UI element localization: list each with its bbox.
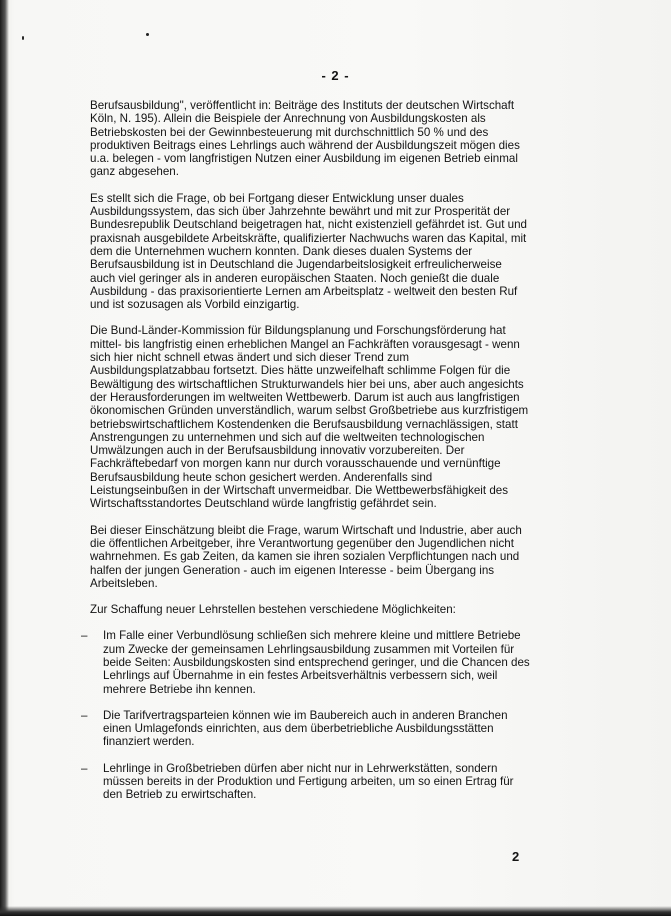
scan-speck (146, 33, 149, 36)
scan-speck (22, 36, 24, 40)
document-body (81, 99, 530, 815)
paragraph: Die Bund-Länder-Kommission für Bildungsplanung und Forschungsförderung hat mittel- bis langfristig einen erheblichen Mangel an Fachkräften vorausgesagt - wenn sich hier nicht schnell etwas ändert und sich dieser Trend zum Ausbildungsplatzabbau fortsetzt. Dies hätte unzweifelhaft schlimme Folgen für die Bewältigung des wirtschaftlichen Strukturwandels hier bei uns, aber auch angesichts der Herausforderungen im weltweiten Wettbewerb. Darum ist auch aus langfristigen ökonomischen Gründen unverständlich, warum selbst Großbetriebe aus kurzfristigem betriebswirtschaftlichem Kostendenken die Berufsausbildung vernachlässigen, statt Anstrengungen zu unternehmen und sich auf die weltweiten technologischen Umwälzungen auch in der Berufsausbildung innovativ vorzubereiten. Der Fachkräftebedarf von morgen kann nur durch vorausschauende und vernünftige Berufsausbildung heute schon gesichert werden. Anderenfalls sind Leistungseinbußen in der Wirtschaft unvermeidbar. Die Wettbewerbsfähigkeit des Wirtschaftsstandortes Deutschland würde langfristig gefährdet sein. (90, 324, 529, 511)
paragraph: Berufsausbildung", veröffentlicht in: Beiträge des Instituts der deutschen Wirtschaft Köln, N. 195). Allein die Beispiele der Anrechnung von Ausbildungskosten als Betriebskosten bei der Gewinnbesteuerung mit durchschnittlich 50 % und des produktiven Beitrags eines Lehrlings auch während der Ausbildungszeit mögen dies u.a. belegen - vom langfristigen Nutzen einer Ausbildung im eigenen Betrieb einmal ganz abgesehen. (90, 99, 520, 179)
page-header-label: - 2 - (321, 68, 350, 83)
list-item-text: Im Falle einer Verbundlösung schließen sich mehrere kleine und mittlere Betriebe zum Zwecke der gemeinsamen Lehrlingsausbildung zusammen mit Vorteilen für beide Seiten: Ausbildungskosten sind entsprechend geringer, und die Chancen des Lehrlings auf Übernahme in ein festes Arbeitsverhältnis verbessern sich, weil mehrere Betriebe ihn kennen. (103, 629, 530, 696)
scan-left-edge (0, 0, 9, 916)
dash-bullet: – (81, 708, 88, 722)
paragraph: Bei dieser Einschätzung bleibt die Frage, warum Wirtschaft und Industrie, aber auch die öffentlichen Arbeitgeber, ihre Verantwortung gegenüber den Jugendlichen nicht wahrnehmen. Es gab Zeiten, da kamen sie ihren sozialen Verpflichtungen nach und halfen der jungen Generation - auch im eigenen Interesse - beim Übergang ins Arbeitsleben. (90, 523, 522, 590)
list-item (81, 629, 530, 696)
paragraph: Es stellt sich die Frage, ob bei Fortgang dieser Entwicklung unser duales Ausbildungssystem, das sich über Jahrzehnte bewährt und mit zur Prosperität der Bundesrepublik Deutschland beigetragen hat, nicht existenziell gefährdet ist. Gut und praxisnah ausgebildete Arbeitskräfte, qualifizierter Nachwuchs waren das Kapital, mit dem die Unternehmen wuchern konnten. Dank dieses dualen Systems der Berufsausbildung ist in Deutschland die Jugendarbeitslosigkeit erfreulicherweise auch viel geringer als in anderen europäischen Staaten. Noch genießt die duale Ausbildung - das praxisorientierte Lernen am Arbeitsplatz - weltweit den besten Ruf und ist sozusagen als Vorbild einzigartig. (90, 191, 527, 312)
options-list (81, 629, 530, 802)
scan-bottom-edge (0, 906, 671, 916)
list-intro: Zur Schaffung neuer Lehrstellen bestehen verschiedene Möglichkeiten: (90, 603, 456, 617)
list-item-text: Lehrlinge in Großbetrieben dürfen aber nicht nur in Lehrwerkstätten, sondern müssen bereits in der Produktion und Fertigung arbeiten, um so einen Ertrag für den Betrieb zu erwirtschaften. (103, 761, 514, 802)
page-number: 2 (512, 849, 520, 864)
list-item-text: Die Tarifvertragsparteien können wie im Baubereich auch in anderen Branchen einen Umlagefonds einrichten, aus dem überbetriebliche Ausbildungsstätten finanziert werden. (103, 708, 508, 749)
dash-bullet: – (81, 629, 88, 643)
list-item (81, 708, 530, 749)
list-item (81, 761, 530, 802)
dash-bullet: – (81, 761, 88, 775)
